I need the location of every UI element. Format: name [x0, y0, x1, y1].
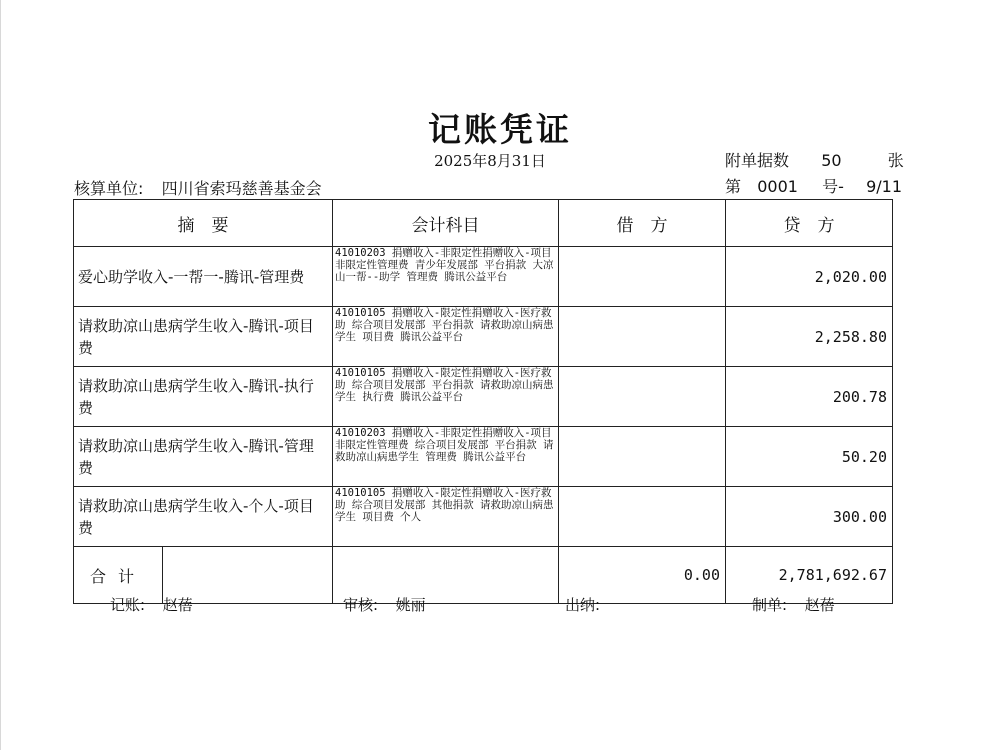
total-debit: 0.00	[559, 547, 726, 604]
table-row	[74, 307, 893, 367]
reviewer-label: 审核:	[343, 596, 379, 614]
attachment-label: 附单据数	[725, 151, 790, 170]
row-summary: 请救助凉山患病学生收入-腾讯-执行费	[74, 367, 333, 427]
voucher-hao-label: 号-	[822, 177, 844, 196]
unit-label: 核算单位:	[74, 179, 144, 198]
row-account: 41010105 捐赠收入-限定性捐赠收入-医疗救助 综合项目发展部 其他捐款 请救助凉山病患学生 项目费 个人	[333, 487, 559, 547]
cashier-label: 出纳:	[565, 596, 601, 614]
voucher-number-value: 0001	[757, 177, 798, 196]
header-account: 会计科目	[333, 200, 559, 247]
table-row	[74, 487, 893, 547]
voucher-page: 9/11	[866, 177, 903, 196]
row-debit	[559, 247, 726, 307]
footer-preparer	[752, 594, 835, 615]
row-summary: 请救助凉山患病学生收入-个人-项目费	[74, 487, 333, 547]
row-summary: 请救助凉山患病学生收入-腾讯-管理费	[74, 427, 333, 487]
header-debit: 借 方	[559, 200, 726, 247]
voucher-di-label: 第	[725, 177, 742, 196]
row-debit	[559, 487, 726, 547]
attachment-unit: 张	[887, 151, 904, 170]
row-summary: 爱心助学收入-一帮一-腾讯-管理费	[74, 247, 333, 307]
voucher-number	[725, 174, 902, 197]
row-summary: 请救助凉山患病学生收入-腾讯-项目费	[74, 307, 333, 367]
header-row	[74, 200, 893, 247]
attachment-number: 50	[821, 151, 842, 170]
accounting-unit	[74, 176, 322, 199]
row-credit: 300.00	[726, 487, 893, 547]
row-debit	[559, 367, 726, 427]
header-credit: 贷 方	[726, 200, 893, 247]
row-credit: 50.20	[726, 427, 893, 487]
row-account: 41010105 捐赠收入-限定性捐赠收入-医疗救助 综合项目发展部 平台捐款 请救助凉山病患学生 执行费 腾讯公益平台	[333, 367, 559, 427]
row-debit	[559, 427, 726, 487]
header-summary: 摘 要	[74, 200, 333, 247]
reviewer-name: 姚丽	[395, 596, 426, 614]
total-label: 合计	[89, 566, 146, 586]
table-row	[74, 427, 893, 487]
attachment-count	[725, 148, 904, 171]
bookkeeper-label: 记账:	[110, 596, 146, 614]
table-row	[74, 367, 893, 427]
preparer-label: 制单:	[752, 596, 788, 614]
footer-bookkeeper	[110, 594, 193, 615]
footer-cashier	[565, 594, 600, 615]
row-account: 41010105 捐赠收入-限定性捐赠收入-医疗救助 综合项目发展部 平台捐款 请救助凉山病患学生 项目费 腾讯公益平台	[333, 307, 559, 367]
unit-value: 四川省索玛慈善基金会	[161, 179, 322, 198]
row-credit: 2,020.00	[726, 247, 893, 307]
voucher-date: 2025年8月31日	[434, 152, 546, 170]
row-account: 41010203 捐赠收入-非限定性捐赠收入-项目非限定性管理费 青少年发展部 平台捐款 大凉山一帮--助学 管理费 腾讯公益平台	[333, 247, 559, 307]
row-credit: 200.78	[726, 367, 893, 427]
row-account: 41010203 捐赠收入-非限定性捐赠收入-项目非限定性管理费 综合项目发展部 平台捐款 请救助凉山病患学生 管理费 腾讯公益平台	[333, 427, 559, 487]
row-debit	[559, 307, 726, 367]
voucher-table	[73, 199, 893, 604]
total-credit: 2,781,692.67	[726, 547, 893, 604]
row-credit: 2,258.80	[726, 307, 893, 367]
preparer-name: 赵蓓	[804, 596, 835, 614]
bookkeeper-name: 赵蓓	[162, 596, 193, 614]
footer-reviewer	[343, 594, 426, 615]
table-row	[74, 247, 893, 307]
voucher-title: 记账凭证	[428, 110, 572, 149]
